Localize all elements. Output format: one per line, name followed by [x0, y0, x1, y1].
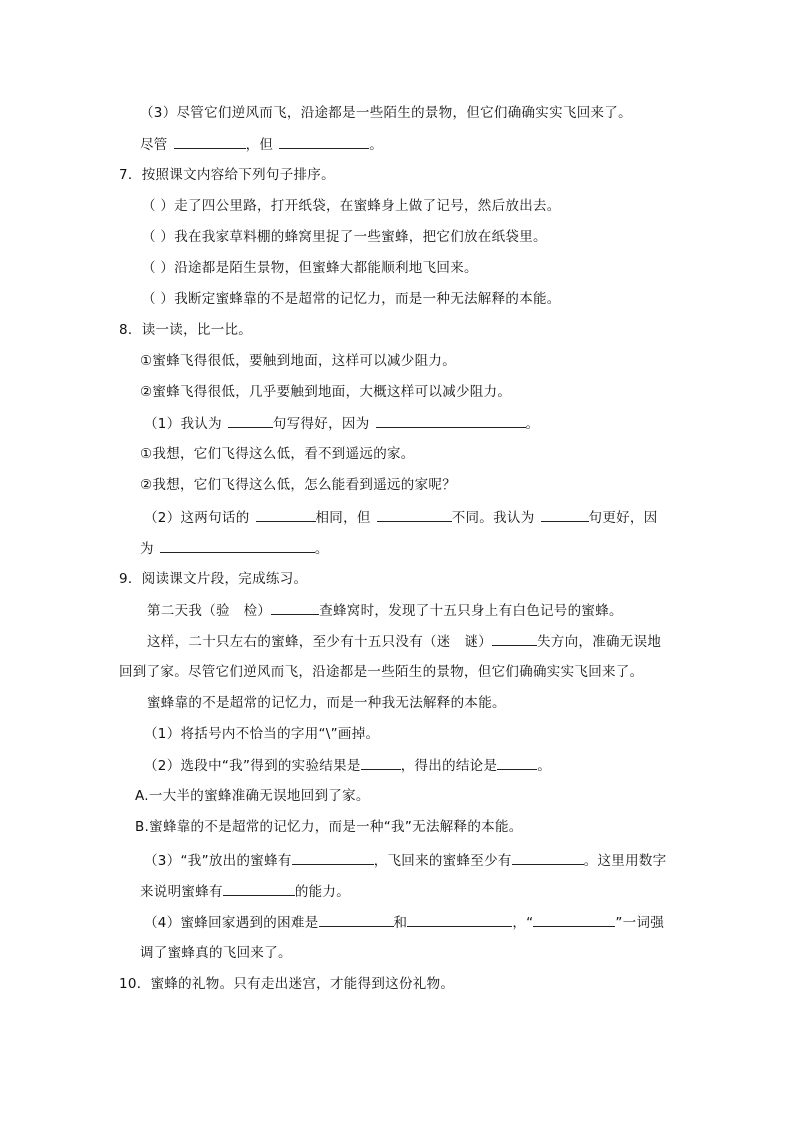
blank-field[interactable] — [256, 508, 316, 522]
blank-field[interactable] — [497, 756, 537, 770]
blank-field[interactable] — [279, 135, 369, 149]
q10-title: 10．蜜蜂的礼物。只有走出迷宫，才能得到这份礼物。 — [119, 976, 455, 992]
q9-para-2-cont: 回到了家。尽管它们逆风而飞，沿途都是一些陌生的景物，但它们确确实实飞回来了。 — [119, 664, 644, 680]
q9-para-3: 蜜蜂靠的不是超常的记忆力，而是一种我无法解释的本能。 — [147, 695, 506, 711]
q7-item: （ ）我断定蜜蜂靠的不是超常的记忆力，而是一种无法解释的本能。 — [142, 291, 561, 307]
blank-field[interactable] — [228, 414, 273, 428]
blank-field[interactable] — [223, 882, 295, 896]
q7-item: （ ）我在我家草料棚的蜂窝里捉了一些蜜蜂，把它们放在纸袋里。 — [142, 229, 547, 245]
q8-sentence-4: ②我想，它们飞得这么低，怎么能看到遥远的家呢？ — [140, 477, 457, 493]
q8-sentence-1: ①蜜蜂飞得很低，要触到地面，这样可以减少阻力。 — [140, 353, 457, 369]
blank-field[interactable] — [319, 913, 394, 927]
q9-question-3-cont: 来说明蜜蜂有 的能力。 — [140, 884, 351, 900]
blank-field[interactable] — [174, 135, 246, 149]
q9-option-b[interactable]: B.蜜蜂靠的不是超常的记忆力，而是一种“我”无法解释的本能。 — [135, 819, 523, 835]
blank-field[interactable] — [492, 632, 537, 646]
blank-field[interactable] — [407, 913, 512, 927]
q8-part-1: （1）我认为 句写得好，因为 。 — [144, 416, 540, 432]
q8-title: 8．读一读，比一比。 — [119, 322, 253, 338]
q9-para-2: 这样，二十只左右的蜜蜂，至少有十五只没有（迷 谜） 失方向，准确无误地 — [147, 634, 662, 650]
q6-3-sentence: （3）尽管它们逆风而飞，沿途都是一些陌生的景物，但它们确确实实飞回来了。 — [140, 105, 632, 121]
blank-field[interactable] — [376, 414, 526, 428]
q9-question-1: （1）将括号内不恰当的字用“\”画掉。 — [144, 726, 380, 742]
q7-title: 7．按照课文内容给下列句子排序。 — [119, 167, 335, 183]
blank-field[interactable] — [512, 851, 584, 865]
q9-question-4-cont: 调了蜜蜂真的飞回来了。 — [140, 945, 292, 961]
q7-item: （ ）走了四公里路，打开纸袋，在蜜蜂身上做了记号，然后放出去。 — [142, 198, 561, 214]
q9-question-2: （2）选段中“我”得到的实验结果是 ，得出的结论是 。 — [144, 758, 552, 774]
q9-title: 9．阅读课文片段，完成练习。 — [119, 571, 308, 587]
q9-question-4: （4）蜜蜂回家遇到的困难是 和 ，“ ”一词强 — [144, 915, 665, 931]
blank-field[interactable] — [271, 601, 319, 615]
q8-part-2-cont: 为 。 — [140, 541, 329, 557]
blank-field[interactable] — [377, 508, 452, 522]
q6-3-fill-line: 尽管 ，但 。 — [140, 137, 384, 153]
blank-field[interactable] — [361, 756, 401, 770]
blank-field[interactable] — [160, 539, 315, 553]
blank-field[interactable] — [292, 851, 374, 865]
q9-option-a[interactable]: A.一大半的蜜蜂准确无误地回到了家。 — [135, 788, 370, 804]
q8-part-2: （2）这两句话的 相同，但 不同。我认为 句更好，因 — [144, 510, 658, 526]
q9-para-1: 第二天我（验 检） 查蜂窝时，发现了十五只身上有白色记号的蜜蜂。 — [147, 603, 623, 619]
q9-question-3: （3）“我”放出的蜜蜂有 ，飞回来的蜜蜂至少有 。这里用数字 — [144, 853, 667, 869]
q8-sentence-2: ②蜜蜂飞得很低，几乎要触到地面，大概这样可以减少阻力。 — [140, 384, 512, 400]
q8-sentence-3: ①我想，它们飞得这么低，看不到遥远的家。 — [140, 446, 415, 462]
q7-item: （ ）沿途都是陌生景物，但蜜蜂大都能顺利地飞回来。 — [142, 260, 478, 276]
blank-field[interactable] — [541, 508, 589, 522]
blank-field[interactable] — [533, 913, 615, 927]
